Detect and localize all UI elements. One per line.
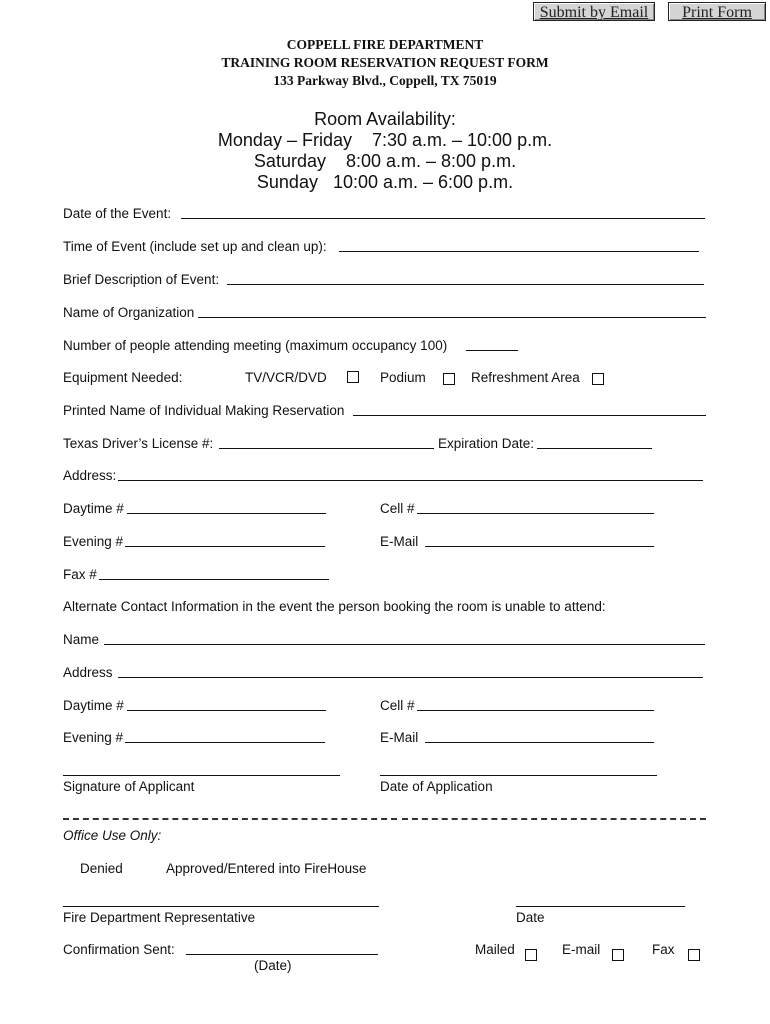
availability-sunday: Sunday 10:00 a.m. – 6:00 p.m. [256,172,514,192]
email-field[interactable] [425,546,654,547]
print-form-label: Print Form [682,4,752,21]
office-fax-label: Fax [652,942,675,957]
time-of-event-label: Time of Event (include set up and clean up): [63,239,327,254]
alt-evening-label: Evening # [63,730,124,745]
daytime-phone-label: Daytime # [63,501,124,516]
podium-checkbox[interactable] [443,373,455,385]
cell-phone-field[interactable] [417,513,654,514]
refreshment-area-checkbox[interactable] [592,373,604,385]
confirmation-date-sublabel: (Date) [254,958,292,973]
tv-vcr-dvd-label: TV/VCR/DVD [245,370,327,385]
address-field[interactable] [118,480,703,481]
divider-left [63,818,397,820]
date-of-event-label: Date of the Event: [63,206,172,221]
availability-title: Room Availability: [314,109,456,129]
department-title: COPPELL FIRE DEPARTMENT [286,37,484,52]
description-label: Brief Description of Event: [63,272,220,287]
expiration-date-label: Expiration Date: [438,436,535,451]
date-of-application-label: Date of Application [380,779,493,794]
alt-cell-field[interactable] [417,710,654,711]
podium-label: Podium [380,370,426,385]
equipment-label: Equipment Needed: [63,370,183,385]
alt-evening-field[interactable] [125,742,325,743]
department-address: 133 Parkway Blvd., Coppell, TX 75019 [273,73,497,88]
office-date-label: Date [516,910,545,925]
signature-applicant-label: Signature of Applicant [63,779,195,794]
tv-vcr-dvd-checkbox[interactable] [347,371,359,383]
office-date-field[interactable] [516,906,685,907]
daytime-phone-field[interactable] [127,513,326,514]
alternate-contact-heading: Alternate Contact Information in the event the person booking the room is unable to attend: [63,599,606,614]
availability-saturday: Saturday 8:00 a.m. – 8:00 p.m. [253,151,517,171]
fax-label: Fax # [63,567,97,582]
office-use-title: Office Use Only: [63,828,162,843]
form-title: TRAINING ROOM RESERVATION REQUEST FORM [221,55,549,70]
date-of-event-field[interactable] [181,218,705,219]
mailed-label: Mailed [475,942,515,957]
alt-daytime-field[interactable] [127,710,326,711]
description-field[interactable] [227,284,704,285]
expiration-date-field[interactable] [537,448,652,449]
drivers-license-field[interactable] [219,448,434,449]
availability-weekday: Monday – Friday 7:30 a.m. – 10:00 p.m. [217,130,553,150]
office-email-checkbox[interactable] [612,949,624,961]
fire-dept-rep-field[interactable] [63,906,379,907]
printed-name-field[interactable] [353,415,706,416]
cell-phone-label: Cell # [380,501,415,516]
organization-field[interactable] [198,317,706,318]
denied-label: Denied [80,861,123,876]
confirmation-sent-field[interactable] [186,954,378,955]
drivers-license-label: Texas Driver’s License #: [63,436,214,451]
office-email-label: E-mail [562,942,601,957]
fax-field[interactable] [99,579,329,580]
people-attending-label: Number of people attending meeting (maximum occupancy 100) [63,338,448,353]
organization-label: Name of Organization [63,305,195,320]
time-of-event-field[interactable] [339,251,699,252]
alt-cell-label: Cell # [380,698,415,713]
fire-dept-rep-label: Fire Department Representative [63,910,256,925]
alt-name-field[interactable] [104,644,705,645]
printed-name-label: Printed Name of Individual Making Reservation [63,403,345,418]
divider-right [402,818,706,820]
alt-email-field[interactable] [425,742,654,743]
signature-applicant-field[interactable] [63,775,340,776]
submit-by-email-label: Submit by Email [539,4,649,21]
approved-label: Approved/Entered into FireHouse [166,861,367,876]
mailed-checkbox[interactable] [525,949,537,961]
office-fax-checkbox[interactable] [688,949,700,961]
alt-address-label: Address [63,665,113,680]
date-of-application-field[interactable] [380,775,657,776]
submit-by-email-button[interactable] [533,2,655,21]
email-label: E-Mail [380,534,419,549]
alt-address-field[interactable] [118,677,703,678]
address-label: Address: [63,468,117,483]
alt-email-label: E-Mail [380,730,419,745]
alt-daytime-label: Daytime # [63,698,124,713]
evening-phone-label: Evening # [63,534,124,549]
refreshment-area-label: Refreshment Area [471,370,580,385]
evening-phone-field[interactable] [125,546,325,547]
print-form-button[interactable] [668,2,766,21]
confirmation-sent-label: Confirmation Sent: [63,942,175,957]
people-attending-field[interactable] [466,350,518,351]
alt-name-label: Name [63,632,100,647]
